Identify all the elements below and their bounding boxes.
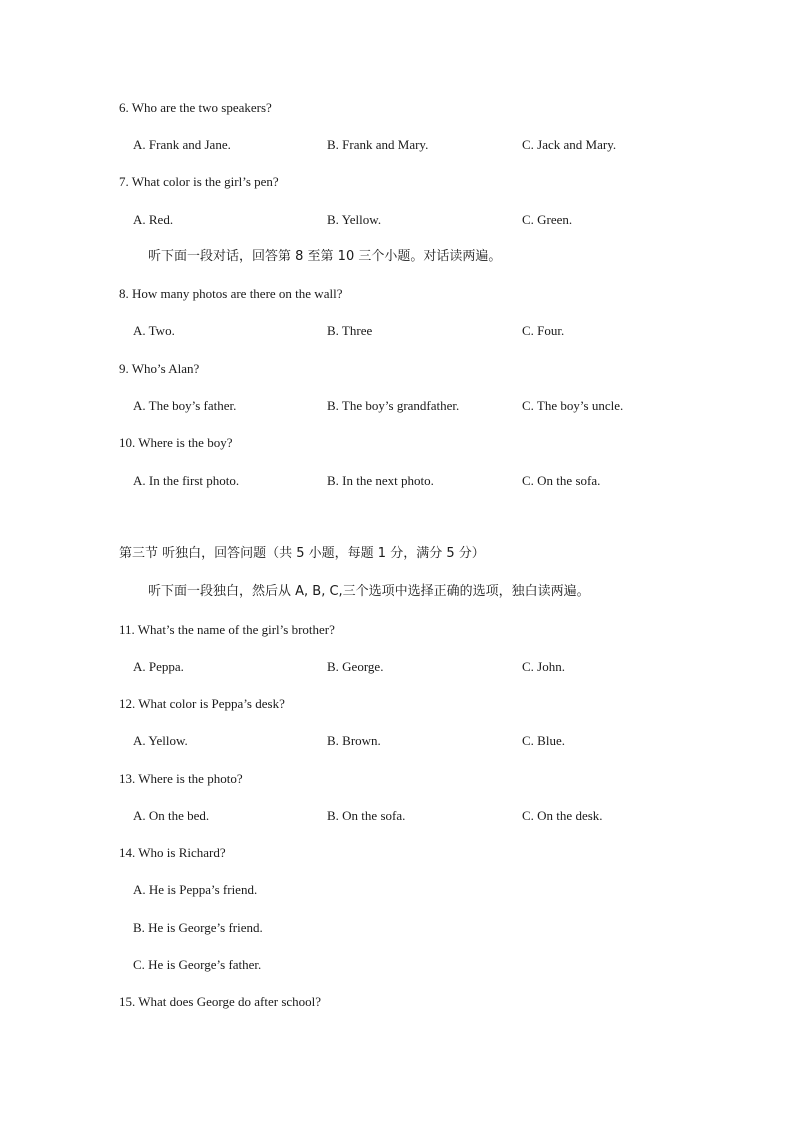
q7-option-b: B. Yellow. <box>327 212 382 227</box>
q10-option-c: C. On the sofa. <box>522 473 601 488</box>
q14-option-b: B. He is George’s friend. <box>133 920 263 935</box>
q13-option-b: B. On the sofa. <box>327 808 406 823</box>
q14-option-a: A. He is Peppa’s friend. <box>133 882 258 897</box>
q6-option-c: C. Jack and Mary. <box>522 137 617 152</box>
monologue-instruction: 听下面一段独白，然后从 A, B, C,三个选项中选择正确的选项，独白读两遍。 <box>148 584 590 599</box>
q10-option-a: A. In the first photo. <box>133 473 240 488</box>
question-14: 14. Who is Richard? <box>119 845 226 860</box>
q8-option-c: C. Four. <box>522 323 565 338</box>
q11-option-c: C. John. <box>522 659 565 674</box>
q8-option-a: A. Two. <box>133 323 175 338</box>
q11-option-b: B. George. <box>327 659 384 674</box>
q9-option-a: A. The boy’s father. <box>133 398 237 413</box>
question-11: 11. What’s the name of the girl’s brother? <box>119 622 335 637</box>
q12-option-c: C. Blue. <box>522 733 565 748</box>
question-6: 6. Who are the two speakers? <box>119 100 272 115</box>
q9-option-b: B. The boy’s grandfather. <box>327 398 460 413</box>
q6-option-b: B. Frank and Mary. <box>327 137 429 152</box>
q9-option-c: C. The boy’s uncle. <box>522 398 624 413</box>
q11-option-a: A. Peppa. <box>133 659 184 674</box>
q12-option-a: A. Yellow. <box>133 733 188 748</box>
q6-option-a: A. Frank and Jane. <box>133 137 231 152</box>
q7-option-c: C. Green. <box>522 212 573 227</box>
q13-option-a: A. On the bed. <box>133 808 210 823</box>
question-7: 7. What color is the girl’s pen? <box>119 174 279 189</box>
question-15: 15. What does George do after school? <box>119 994 322 1009</box>
question-12: 12. What color is Peppa’s desk? <box>119 696 285 711</box>
question-13: 13. Where is the photo? <box>119 771 243 786</box>
q14-option-c: C. He is George’s father. <box>133 957 262 972</box>
q10-option-b: B. In the next photo. <box>327 473 434 488</box>
q13-option-c: C. On the desk. <box>522 808 603 823</box>
section-3-heading: 第三节 听独白，回答问题（共 5 小题，每题 1 分，满分 5 分） <box>119 546 485 561</box>
q8-option-b: B. Three <box>327 323 373 338</box>
q7-option-a: A. Red. <box>133 212 174 227</box>
dialogue-instruction: 听下面一段对话，回答第 8 至第 10 三个小题。对话读两遍。 <box>148 249 502 264</box>
question-9: 9. Who’s Alan? <box>119 361 200 376</box>
question-8: 8. How many photos are there on the wall? <box>119 286 343 301</box>
question-10: 10. Where is the boy? <box>119 435 233 450</box>
q12-option-b: B. Brown. <box>327 733 381 748</box>
